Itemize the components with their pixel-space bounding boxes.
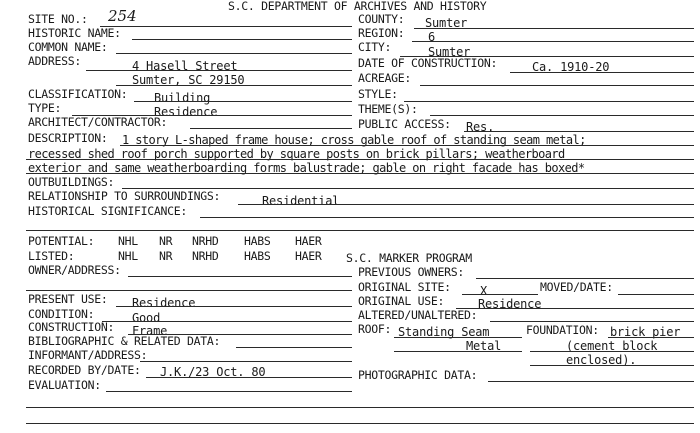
- region-value[interactable]: 6: [428, 30, 436, 44]
- roof-line1-rule: [394, 337, 522, 338]
- classification-label: CLASSIFICATION:: [28, 87, 128, 101]
- description-line1[interactable]: 1 story L-shaped frame house; cross gable roof of standing seam metal;: [122, 133, 586, 147]
- foundation-line3-rule: [530, 365, 694, 366]
- architect-line: [190, 128, 352, 129]
- site-no-label: SITE NO.:: [28, 12, 88, 26]
- roof-line1[interactable]: Standing Seam: [398, 325, 490, 339]
- listed-nr[interactable]: NR: [159, 249, 173, 263]
- photographic-label: PHOTOGRAPHIC DATA:: [358, 368, 478, 382]
- description-line2[interactable]: recessed shed roof porch supported by square posts on brick pillars; weatherboard: [28, 147, 565, 161]
- listed-nrhd[interactable]: NRHD: [192, 249, 219, 263]
- marker-program-heading: S.C. MARKER PROGRAM: [346, 251, 472, 265]
- outbuildings-label: OUTBUILDINGS:: [28, 175, 115, 189]
- owner-blank-rule: [26, 290, 352, 291]
- theme-line: [430, 115, 694, 116]
- previous-owners-label: PREVIOUS OWNERS:: [358, 265, 464, 279]
- recorded-by-label: RECORDED BY/DATE:: [28, 363, 141, 377]
- potential-nr[interactable]: NR: [159, 234, 173, 248]
- bibliographic-line: [236, 347, 352, 348]
- moved-date-line: [618, 294, 694, 295]
- relationship-line: [238, 204, 694, 205]
- construction-value[interactable]: Frame: [132, 324, 168, 338]
- blank-rule-1: [26, 230, 694, 231]
- common-name-label: COMMON NAME:: [28, 40, 108, 54]
- photographic-line: [488, 381, 694, 382]
- county-label: COUNTY:: [358, 12, 405, 26]
- county-line: [414, 28, 694, 29]
- relationship-label: RELATIONSHIP TO SURROUNDINGS:: [28, 189, 221, 203]
- description-line3[interactable]: exterior and same weatherboarding forms balustrade; gable on right facade has boxed*: [28, 161, 585, 175]
- form-title: S.C. DEPARTMENT OF ARCHIVES AND HISTORY: [228, 0, 487, 13]
- date-construction-line: [510, 72, 694, 73]
- roof-line2-rule: [394, 351, 522, 352]
- evaluation-label: EVALUATION:: [28, 378, 101, 392]
- listed-haer[interactable]: HAER: [295, 249, 322, 263]
- roof-label: ROOF:: [358, 322, 392, 336]
- informant-label: INFORMANT/ADDRESS:: [28, 348, 148, 362]
- construction-label: CONSTRUCTION:: [28, 320, 115, 334]
- original-use-line: [456, 308, 694, 309]
- historical-significance-label: HISTORICAL SIGNIFICANCE:: [28, 204, 187, 218]
- historic-name-line: [132, 39, 352, 40]
- public-access-label: PUBLIC ACCESS:: [358, 117, 451, 131]
- acreage-line: [420, 85, 694, 86]
- evaluation-rule-2: [26, 407, 694, 408]
- style-line: [404, 101, 694, 102]
- condition-line: [102, 321, 352, 322]
- evaluation-rule-3: [26, 423, 694, 424]
- original-site-line: [462, 294, 538, 295]
- listed-nhl[interactable]: NHL: [118, 249, 138, 263]
- recorded-by-value[interactable]: J.K./23 Oct. 80: [160, 365, 266, 379]
- original-site-label: ORIGINAL SITE:: [358, 280, 451, 294]
- altered-label: ALTERED/UNALTERED:: [358, 308, 478, 322]
- owner-address-line: [128, 276, 352, 277]
- recorded-by-line: [146, 377, 352, 378]
- acreage-label: ACREAGE:: [358, 71, 411, 85]
- listed-habs[interactable]: HABS: [244, 249, 271, 263]
- description-label: DESCRIPTION:: [28, 131, 108, 145]
- public-access-line: [464, 131, 694, 132]
- type-label: TYPE:: [28, 101, 62, 115]
- present-use-line: [116, 306, 352, 307]
- foundation-line3[interactable]: enclosed).: [566, 353, 637, 367]
- altered-line: [490, 321, 694, 322]
- date-construction-label: DATE OF CONSTRUCTION:: [358, 56, 498, 70]
- foundation-line2[interactable]: (cement block: [566, 339, 658, 353]
- relationship-value[interactable]: Residential: [262, 194, 340, 208]
- address-line2-rule: [116, 85, 352, 86]
- potential-haer[interactable]: HAER: [295, 234, 322, 248]
- listed-label: LISTED:: [28, 249, 75, 263]
- historic-name-label: HISTORIC NAME:: [28, 26, 121, 40]
- description-line3-rule: [26, 173, 694, 174]
- evaluation-line: [106, 391, 352, 392]
- architect-label: ARCHITECT/CONTRACTOR:: [28, 115, 168, 129]
- region-line: [412, 41, 694, 42]
- potential-nrhd[interactable]: NRHD: [192, 234, 219, 248]
- theme-label: THEME(S):: [358, 102, 418, 116]
- original-use-value[interactable]: Residence: [478, 297, 542, 311]
- present-use-value[interactable]: Residence: [132, 296, 196, 310]
- public-access-value[interactable]: Res.: [466, 120, 495, 134]
- common-name-line: [116, 53, 352, 54]
- address-label: ADDRESS:: [28, 54, 81, 68]
- type-value[interactable]: Residence: [154, 105, 218, 119]
- address-line1-rule: [86, 70, 352, 71]
- address-line2[interactable]: Sumter, SC 29150: [132, 73, 245, 87]
- classification-value[interactable]: Building: [154, 91, 211, 105]
- original-use-label: ORIGINAL USE:: [358, 294, 445, 308]
- previous-owners-line: [476, 278, 694, 279]
- informant-line: [140, 361, 352, 362]
- bibliographic-label: BIBLIOGRAPHIC & RELATED DATA:: [28, 334, 221, 348]
- foundation-label: FOUNDATION:: [526, 323, 599, 337]
- city-label: CITY:: [358, 40, 392, 54]
- city-value[interactable]: Sumter: [428, 45, 471, 59]
- address-line1[interactable]: 4 Hasell Street: [132, 59, 238, 73]
- classification-line: [134, 101, 352, 102]
- moved-date-label: MOVED/DATE:: [540, 280, 613, 294]
- original-site-value[interactable]: X: [480, 284, 488, 298]
- description-line1-rule: [120, 145, 694, 146]
- site-no-value[interactable]: 254: [108, 7, 137, 25]
- county-value[interactable]: Sumter: [425, 16, 468, 30]
- style-label: STYLE:: [358, 87, 398, 101]
- foundation-line1[interactable]: brick pier: [610, 325, 681, 339]
- owner-address-label: OWNER/ADDRESS:: [28, 263, 121, 277]
- potential-habs[interactable]: HABS: [244, 234, 271, 248]
- description-line2-rule: [26, 159, 694, 160]
- site-no-line: [100, 26, 352, 27]
- date-construction-value[interactable]: Ca. 1910-20: [532, 60, 610, 74]
- region-label: REGION:: [358, 26, 405, 40]
- condition-label: CONDITION:: [28, 307, 95, 321]
- historical-significance-line: [200, 217, 694, 218]
- condition-value[interactable]: Good: [132, 311, 161, 325]
- potential-label: POTENTIAL:: [28, 234, 95, 248]
- present-use-label: PRESENT USE:: [28, 292, 108, 306]
- foundation-line1-rule: [608, 337, 694, 338]
- foundation-line2-rule: [530, 351, 694, 352]
- potential-nhl[interactable]: NHL: [118, 234, 138, 248]
- roof-line2[interactable]: Metal: [466, 339, 502, 353]
